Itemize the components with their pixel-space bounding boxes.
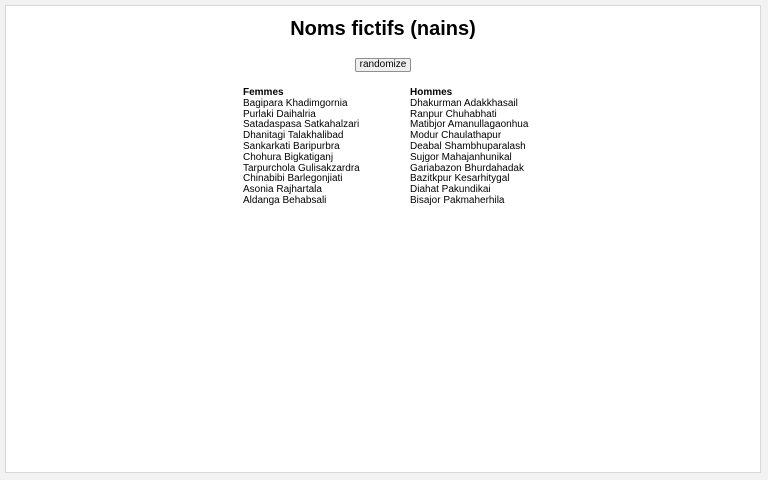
men-name-list	[410, 99, 528, 207]
men-name-item: Deabal Shambhuparalash	[410, 140, 526, 152]
men-name-item: Modur Chaulathapur	[410, 130, 502, 142]
women-name-list	[243, 99, 360, 207]
women-name-item: Chohura Bigkatiganj	[243, 151, 334, 163]
men-column	[410, 88, 528, 207]
women-column	[243, 88, 360, 207]
men-name-item: Ranpur Chuhabhati	[410, 108, 497, 120]
button-row	[6, 54, 760, 72]
men-name-item: Sujgor Mahajanhunikal	[410, 151, 512, 163]
women-name-item: Sankarkati Baripurbra	[243, 140, 340, 152]
men-name-item: Gariabazon Bhurdahadak	[410, 162, 524, 174]
women-name-item: Purlaki Daihalria	[243, 108, 316, 120]
men-name-item: Bazitkpur Kesarhitygal	[410, 173, 510, 185]
men-name-item: Matibjor Amanullagaonhua	[410, 119, 529, 131]
women-name-item: Bagipara Khadimgornia	[243, 97, 348, 109]
page-container	[5, 5, 761, 473]
women-name-item: Tarpurchola Gulisakzardra	[243, 162, 360, 174]
women-name-item: Aldanga Behabsali	[243, 194, 327, 206]
women-name-item: Asonia Rajhartala	[243, 184, 322, 196]
page-title: Noms fictifs (nains)	[290, 18, 476, 40]
women-header: Femmes	[243, 87, 284, 98]
women-name-item: Dhanitagi Talakhalibad	[243, 130, 344, 142]
randomize-button[interactable]: randomize	[355, 58, 412, 72]
women-name-item: Chinabibi Barlegonjiati	[243, 173, 343, 185]
men-name-item: Bisajor Pakmaherhila	[410, 194, 505, 206]
men-name-item: Diahat Pakundikai	[410, 184, 491, 196]
men-header: Hommes	[410, 87, 453, 98]
women-name-item: Satadaspasa Satkahalzari	[243, 119, 360, 131]
men-name-item: Dhakurman Adakkhasail	[410, 97, 518, 109]
